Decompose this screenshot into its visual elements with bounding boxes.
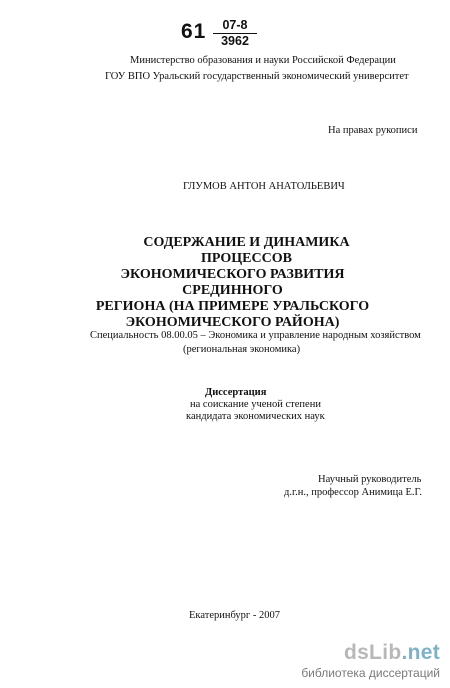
stamp-numerator: 07-8 bbox=[213, 18, 257, 34]
watermark-subtitle: библиотека диссертаций bbox=[301, 666, 440, 680]
advisor-label: Научный руководитель bbox=[318, 474, 422, 485]
title-line-2: ЭКОНОМИЧЕСКОГО РАЗВИТИЯ СРЕДИННОГО bbox=[120, 267, 345, 298]
ministry-line: Министерство образования и науки Российской Федерации bbox=[130, 55, 396, 66]
title-line-4: ЭКОНОМИЧЕСКОГО РАЙОНА) bbox=[125, 315, 340, 330]
watermark-logo-part2: .net bbox=[401, 641, 440, 664]
watermark-logo-part1: dsLib bbox=[343, 641, 402, 664]
stamp-number: 61 bbox=[181, 20, 207, 43]
specialty-line-1: Специальность 08.00.05 – Экономика и управление народным хозяйством bbox=[90, 330, 421, 341]
dissertation-degree-line: на соискание ученой степени bbox=[190, 399, 321, 410]
title-line-1: СОДЕРЖАНИЕ И ДИНАМИКА ПРОЦЕССОВ bbox=[143, 235, 350, 266]
specialty-line-2: (региональная экономика) bbox=[183, 344, 301, 355]
place-year: Екатеринбург - 2007 bbox=[189, 610, 280, 621]
watermark bbox=[301, 641, 440, 681]
author-name: ГЛУМОВ АНТОН АНАТОЛЬЕВИЧ bbox=[183, 181, 345, 192]
university-line: ГОУ ВПО Уральский государственный экономический университет bbox=[105, 71, 409, 82]
dissertation-field-line: кандидата экономических наук bbox=[186, 411, 325, 422]
thesis-title bbox=[80, 235, 385, 331]
advisor-name: д.г.н., профессор Анимица Е.Г. bbox=[284, 487, 423, 498]
stamp-fraction bbox=[213, 18, 257, 49]
dissertation-label: Диссертация bbox=[205, 387, 267, 398]
stamp-denominator: 3962 bbox=[221, 34, 249, 48]
title-line-3: РЕГИОНА (НА ПРИМЕРЕ УРАЛЬСКОГО bbox=[95, 299, 370, 314]
watermark-logo bbox=[301, 641, 440, 665]
manuscript-note: На правах рукописи bbox=[328, 125, 418, 136]
